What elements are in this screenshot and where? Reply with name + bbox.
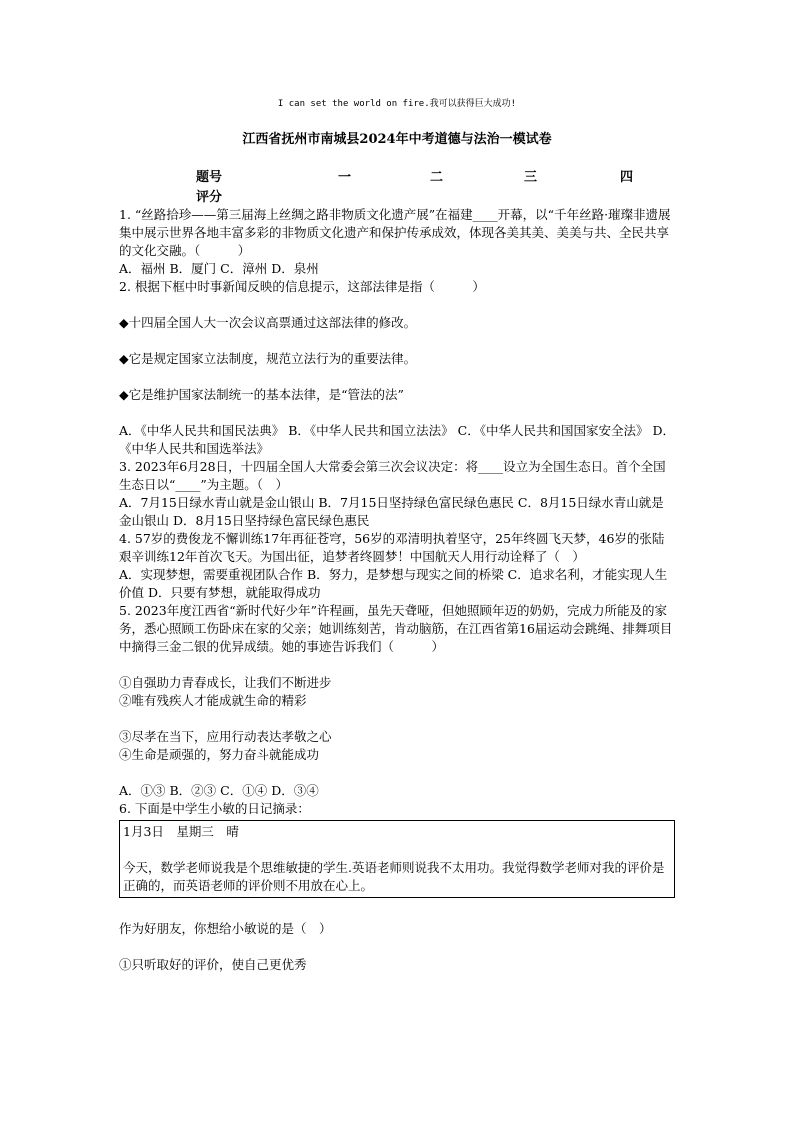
question-2-options: A．《中华人民共和国民法典》 B．《中华人民共和国立法法》 C．《中华人民共和国国家安全法》 D．《中华人民共和国选举法》: [119, 423, 675, 456]
question-6-stem: 6. 下面是中学生小敏的日记摘录：: [119, 801, 310, 816]
question-4-stem: 4. 57岁的费俊龙不懈训练17年再征苍穹，56岁的邓清明执着坚守，25年终圆飞天梦，46岁的张陆艰辛训练12年首次飞天。为国出征，追梦者终圆梦！中国航天人用行动诠释了（ ）: [119, 531, 665, 564]
question-2-hint-3: ◆它是维护国家法制统一的基本法律，是“管法的法”: [119, 387, 404, 402]
question-2-hint-2: ◆它是规定国家立法制度，规范立法行为的重要法律。: [119, 351, 417, 366]
question-1-options: A．福州 B．厦门 C．漳州 D．泉州: [119, 261, 319, 276]
question-5-statement-2: ②唯有残疾人才能成就生命的精彩: [119, 693, 307, 708]
question-3-stem: 3. 2023年6月28日，十四届全国人大常委会第三次会议决定：将____设立为全国生态日。首个全国生态日以“____”为主题。（ ）: [119, 459, 666, 492]
question-1-stem: 1. “丝路拾珍——第三届海上丝绸之路非物质文化遗产展”在福建____开幕，以“千年丝路·璀璨非遗展集中展示世界各地丰富多彩的非物质文化遗产和保护传承成效，体现各美其美、美美与共、全民共享的文化交融。（ ）: [119, 207, 671, 258]
question-2-stem: 2. 根据下框中时事新闻反映的信息提示，这部法律是指（ ）: [119, 279, 485, 294]
score-table-col-4: 四: [620, 170, 634, 185]
question-5-statement-3: ③尽孝在当下，应用行动表达孝敬之心: [119, 729, 332, 744]
question-4-options: A．实现梦想，需要重视团队合作 B．努力，是梦想与现实之间的桥梁 C．追求名利，才能实现人生价值 D．只要有梦想，就能取得成功: [119, 567, 668, 600]
question-5-statement-1: ①自强助力青春成长，让我们不断进步: [119, 675, 332, 690]
diary-date: 1月3日 星期三 晴: [123, 824, 239, 839]
score-table-col-2: 二: [430, 170, 444, 185]
question-5-stem: 5. 2023年度江西省“新时代好少年”许程画，虽先天聋哑，但她照顾年迈的奶奶，完成力所能及的家务，悉心照顾工伤卧床在家的父亲；她训练刻苦，肯动脑筋，在江西省第16届运动会跳绳、排舞项目中摘得三金二银的优异成绩。她的事迹告诉我们（ ）: [119, 603, 673, 654]
question-list: [119, 206, 675, 974]
score-table-score-label: 评分: [196, 190, 223, 205]
page-title: 江西省抚州市南城县2024年中考道德与法治一模试卷: [242, 132, 552, 147]
score-table-col-1: 一: [338, 170, 352, 185]
score-table-col-3: 三: [524, 170, 538, 185]
question-3-options: A．7月15日绿水青山就是金山银山 B．7月15日坚持绿色富民绿色惠民 C．8月15日绿水青山就是金山银山 D．8月15日坚持绿色富民绿色惠民: [119, 495, 664, 528]
question-5-statement-4: ④生命是顽强的，努力奋斗就能成功: [119, 747, 320, 762]
header-note: I can set the world on fire.我可以获得巨大成功!: [277, 99, 517, 109]
score-table-label: 题号: [196, 170, 223, 185]
question-6-statement-1: ①只听取好的评价，使自己更优秀: [119, 957, 307, 972]
question-2-hint-1: ◆十四届全国人大一次会议高票通过这部法律的修改。: [119, 315, 417, 330]
diary-box: [119, 820, 675, 898]
question-5-options: A．①③ B．②③ C．①④ D．③④: [119, 783, 319, 798]
diary-text: 今天，数学老师说我是个思维敏捷的学生.英语老师则说我不太用功。我觉得数学老师对我的评价是正确的，而英语老师的评价则不用放在心上。: [123, 860, 665, 893]
question-6-ask: 作为好朋友，你想给小敏说的是（ ）: [119, 921, 332, 936]
